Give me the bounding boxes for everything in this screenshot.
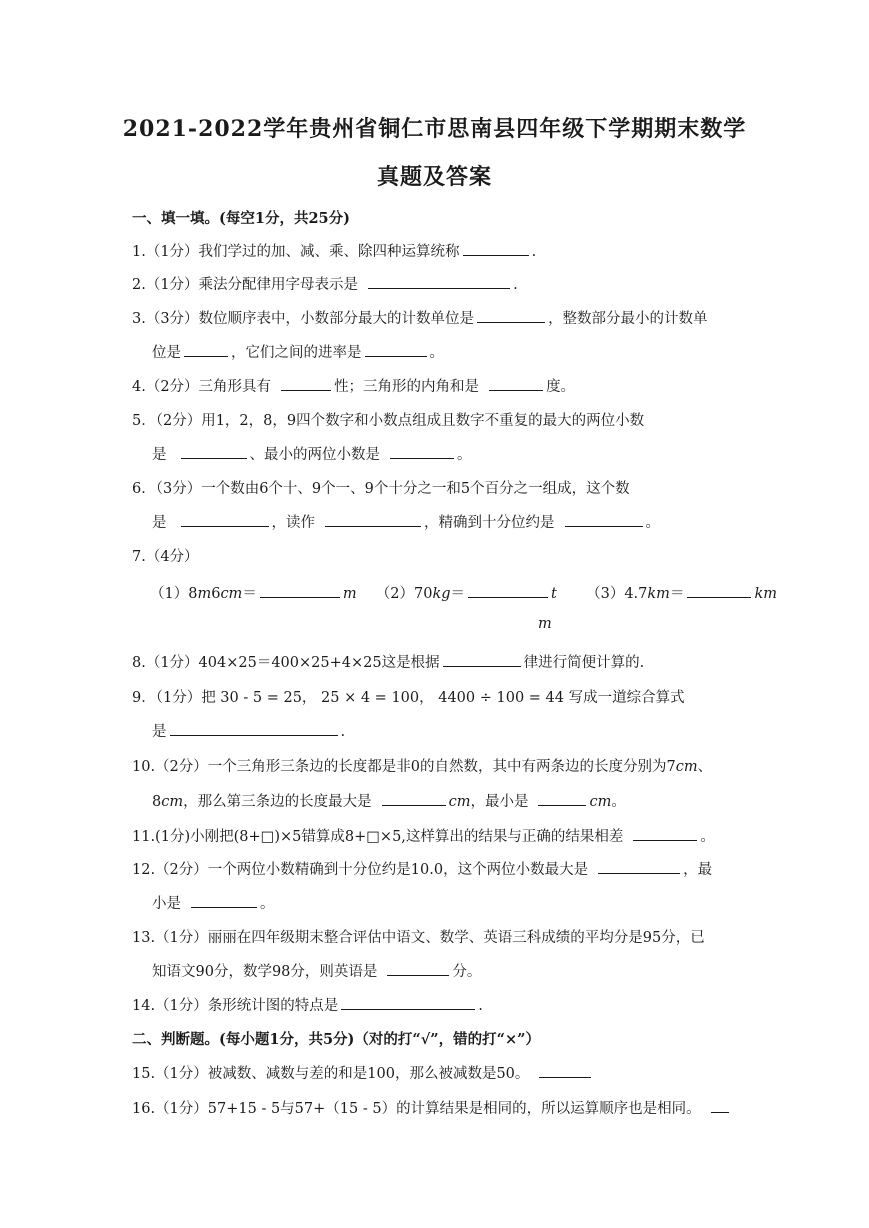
unit: km [647,586,670,602]
question-7-items [150,582,777,603]
question-7 [132,545,199,566]
question-7-unit-continued [538,616,552,632]
question-text: 8 [152,794,162,810]
question-text: . [340,724,346,740]
section-2-heading: 二、判断题。(每小题1分，共5分)（对的打“√”，错的打“×”） [132,1031,540,1048]
question-text: ，最 [683,862,713,878]
question-text: 14.（1分）条形统计图的特点是 [132,998,339,1014]
question-text: 性；三角形的内角和是 [334,379,480,395]
question-text: 6．（3分）一个数由6个十、9个一、9个十分之一和5个百分之一组成，这个数 [132,481,630,497]
equals-sign: ＝ [242,586,257,602]
document-title-line-2: 真题及答案 [376,164,492,190]
question-text: 8.（1分）404×25＝400×25+4×25这是根据 [132,655,440,671]
question-10-continued [152,790,626,811]
question-text: 是 [152,515,167,531]
unit: cm [220,586,243,602]
question-text: 。 [260,896,275,912]
item-label: （2）70 [375,586,433,602]
question-text: 9．（1分）把 30 - 5 = 25， 25 × 4 = 100， 4400 ÷ 100 = 44 写成一道综合算式 [132,690,685,706]
item-label: （1）8 [150,586,198,602]
question-14 [132,994,483,1015]
question-1 [132,240,536,261]
question-text: 度。 [546,379,576,395]
answer-blank[interactable] [477,308,545,323]
answer-blank[interactable] [538,791,586,806]
question-text: 是 [152,724,167,740]
question-text: 律进行简便计算的. [523,655,645,671]
answer-blank[interactable] [468,583,548,598]
unit: cm [675,759,698,775]
answer-blank[interactable] [260,583,340,598]
question-text: . [531,244,537,260]
answer-blank[interactable] [489,376,543,391]
question-text: ，它们之间的进率是 [231,345,362,361]
answer-blank[interactable] [365,342,427,357]
question-text: 7.（4分） [132,549,199,565]
question-2 [132,273,518,294]
answer-blank[interactable] [565,512,643,527]
section-1-heading: 一、填一填。(每空1分，共25分) [132,210,350,227]
question-5-continued [152,443,472,464]
unit: kg [432,586,451,602]
answer-blank[interactable] [382,791,446,806]
answer-blank[interactable] [281,376,331,391]
answer-blank[interactable] [368,274,510,289]
question-text: 。 [645,515,660,531]
item-value: 6 [211,586,221,602]
question-text: ，那么第三条边的长度最大是 [183,794,372,810]
question-text: 知语文90分，数学98分，则英语是 [152,964,378,980]
question-text: ，整数部分最小的计数单 [548,311,708,327]
question-13 [132,926,705,947]
answer-blank[interactable] [633,826,697,841]
equals-sign: ＝ [669,586,685,602]
answer-blank[interactable] [170,721,338,736]
question-text: 位是 [152,345,181,361]
unit: m [197,586,212,602]
question-text: 4.（2分）三角形具有 [132,379,272,395]
question-text: 16.（1分）57+15 - 5与57+（15 - 5）的计算结果是相同的，所以运算顺序也是相同。 [132,1101,701,1117]
question-3-continued [152,341,444,362]
unit: cm [589,794,612,810]
answer-blank[interactable] [181,444,247,459]
question-text: 。 [700,829,715,845]
answer-blank[interactable] [463,241,529,256]
question-text: . [478,998,483,1014]
question-text: 。 [457,447,472,463]
answer-blank[interactable] [191,893,257,908]
unit: m [538,616,552,632]
question-16 [132,1097,732,1118]
question-5 [132,409,644,430]
answer-blank[interactable] [711,1098,729,1113]
question-text: 5．（2分）用1，2，8，9四个数字和小数点组成且数字不重复的最大的两位小数 [132,413,645,429]
answer-blank[interactable] [390,444,454,459]
unit: cm [161,794,184,810]
question-text: . [513,277,518,293]
question-6 [132,477,630,498]
question-text: 11.(1分)小刚把(8+□)×5错算成8+□×5,这样算出的结果与正确的结果相差 [132,829,624,845]
question-text: 。 [611,794,626,810]
question-text: ，读作 [271,515,315,531]
unit: m [342,586,357,602]
question-6-continued [152,511,660,532]
item-label: （3）4.7 [586,586,648,602]
question-text: 小是 [152,896,181,912]
question-9 [132,686,685,707]
unit: km [754,586,777,602]
question-9-continued [152,720,345,741]
question-text: 是 [152,447,167,463]
question-4 [132,375,575,396]
question-10 [132,755,712,776]
question-3 [132,307,708,328]
answer-blank[interactable] [598,859,680,874]
question-text: ，精确到十分位约是 [424,515,555,531]
document-title-line-1: 2021-2022学年贵州省铜仁市思南县四年级下学期期末数学 [122,116,747,142]
answer-blank[interactable] [181,512,269,527]
question-text: 12.（2分）一个两位小数精确到十分位约是10.0，这个两位小数最大是 [132,862,589,878]
unit: cm [448,794,471,810]
question-text: 13.（1分）丽丽在四年级期末整合评估中语文、数学、英语三科成绩的平均分是95分，已 [132,930,705,946]
question-15 [132,1062,594,1083]
question-text: 。 [429,345,444,361]
question-text: 、 [697,759,713,775]
question-text: 2.（1分）乘法分配律用字母表示是 [132,277,359,293]
question-text: 3.（3分）数位顺序表中，小数部分最大的计数单位是 [132,311,475,327]
question-8 [132,651,644,672]
answer-blank[interactable] [325,512,421,527]
answer-blank[interactable] [539,1063,591,1078]
answer-blank[interactable] [341,995,475,1010]
question-text: 15.（1分）被减数、减数与差的和是100，那么被减数是50。 [132,1066,530,1082]
question-text: 1.（1分）我们学过的加、减、乘、除四种运算统称 [132,244,460,260]
equals-sign: ＝ [450,586,466,602]
question-12 [132,858,712,879]
answer-blank[interactable] [443,652,521,667]
question-text: 、最小的两位小数是 [249,447,380,463]
question-11 [132,825,715,846]
answer-blank[interactable] [184,342,228,357]
question-text: 10.（2分）一个三角形三条边的长度都是非0的自然数，其中有两条边的长度分别为7 [132,759,676,775]
answer-blank[interactable] [387,961,449,976]
question-text: ，最小是 [470,794,529,810]
question-13-continued [152,960,481,981]
unit: t [551,586,557,602]
question-text: 分。 [452,964,482,980]
question-12-continued [152,892,275,913]
answer-blank[interactable] [687,583,751,598]
